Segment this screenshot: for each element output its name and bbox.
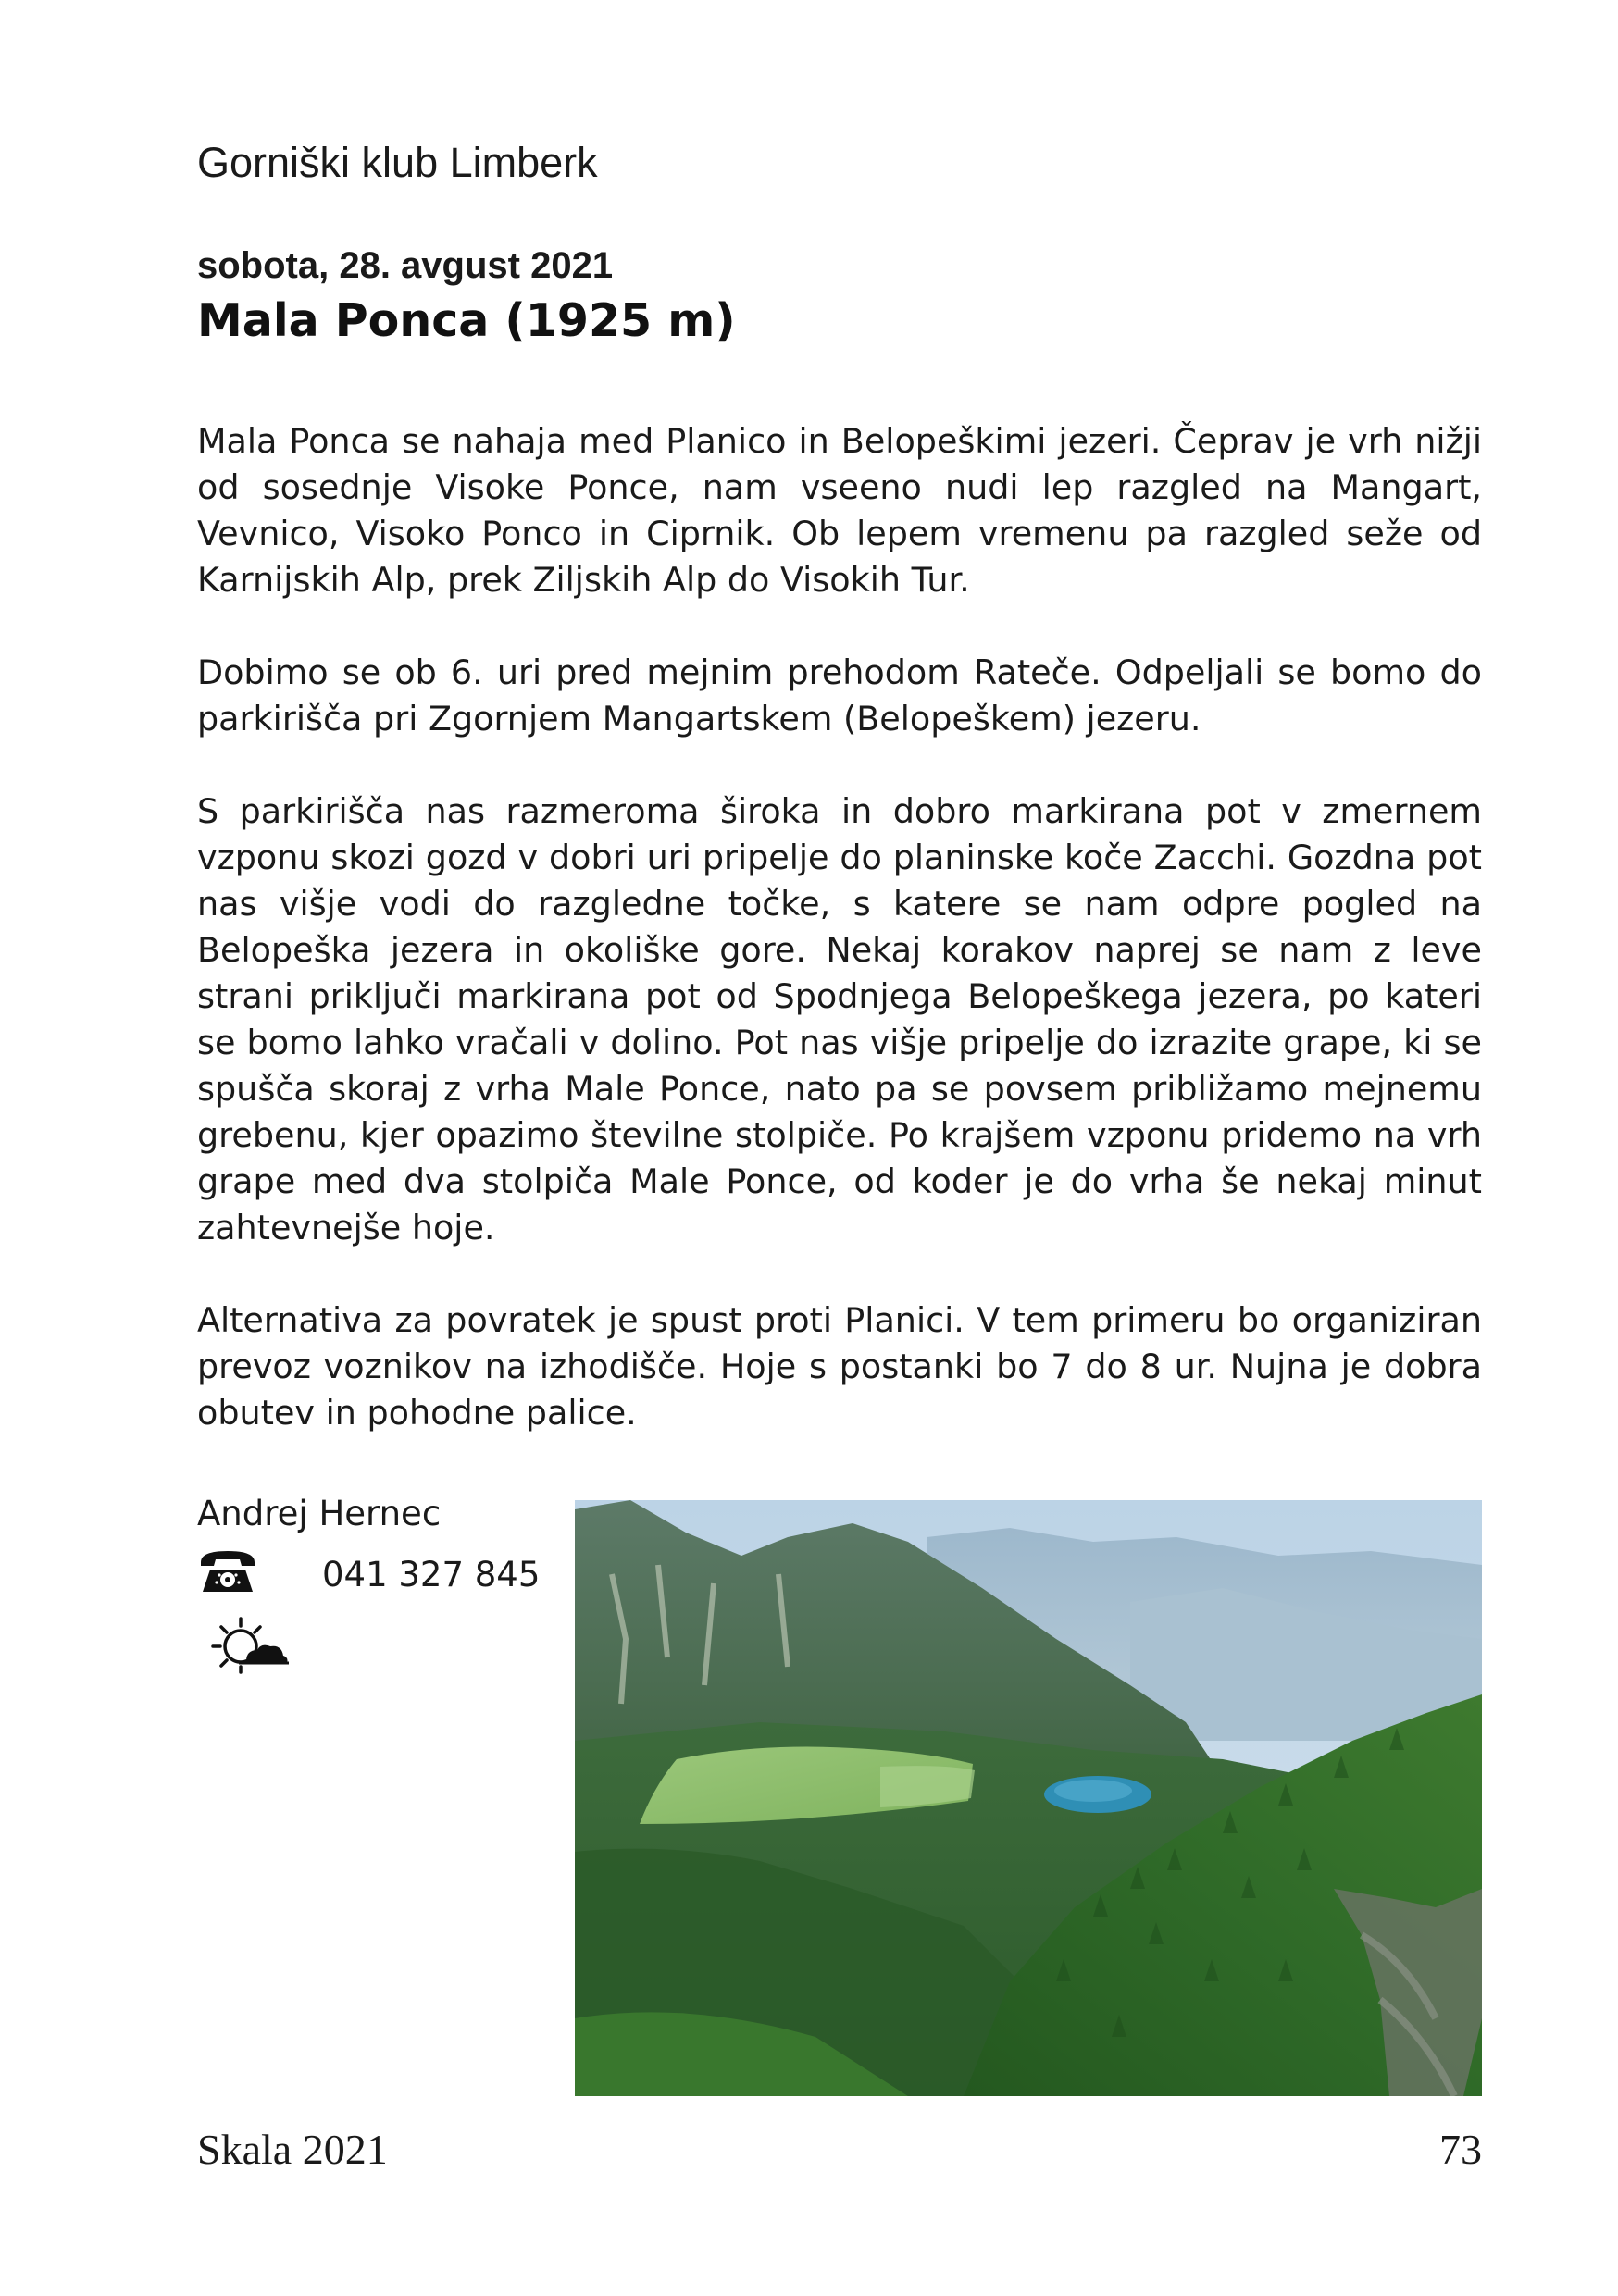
paragraph-intro: Mala Ponca se nahaja med Planico in Belopeškimi jezeri. Čeprav je vrh nižji od sosednje Visoke Ponce, nam vseeno nudi lep razgled na Mangart, Vevnico, Visoko Ponco in Ciprnik. Ob lepem vremenu pa razgled seže od Karnijskih Alp, prek Ziljskih Alp do Visokih Tur. xyxy=(197,421,1482,600)
sun-cloud-icon xyxy=(211,1615,289,1674)
event-date: sobota, 28. avgust 2021 xyxy=(197,245,614,286)
leader-name: Andrej Hernec xyxy=(197,1494,442,1533)
paragraph-meeting: Dobimo se ob 6. uri pred mejnim prehodom Rateče. Odpeljali se bomo do parkirišča pri Zgornjem Mangartskem (Belopeškem) jezeru. xyxy=(197,652,1482,738)
landscape-photo xyxy=(575,1500,1482,2096)
telephone-icon xyxy=(197,1547,258,1595)
paragraph-route: S parkirišča nas razmeroma široka in dobro markirana pot v zmernem vzponu skozi gozd v dobri uri pripelje do planinske koče Zacchi. Gozdna pot nas višje vodi do razgledne točke, s katere se nam odpre pogled na Belopeška jezera in okoliške gore. Nekaj korakov naprej se nam z leve strani priključi markirana pot od Spodnjega Belopeškega jezera, po kateri se bomo lahko vračali v dolino. Pot nas višje pripelje do izrazite grape, ki se spušča skoraj z vrha Male Ponce, nato pa se povsem približamo mejnemu grebenu, kjer opazimo številne stolpiče. Po krajšem vzponu pridemo na vrh grape med dva stolpiča Male Ponce, od koder je do vrha še nekaj minut zahtevnejše hoje. xyxy=(197,791,1482,1247)
phone-number: 041 327 845 xyxy=(322,1555,541,1595)
footer-publication: Skala 2021 xyxy=(197,2126,388,2173)
description xyxy=(197,418,1482,1483)
page-number: 73 xyxy=(1439,2126,1482,2173)
club-name: Gorniški klub Limberk xyxy=(197,139,598,186)
event-title: Mala Ponca (1925 m) xyxy=(197,294,736,347)
paragraph-alternative: Alternativa za povratek je spust proti Planici. V tem primeru bo organiziran prevoz voznikov na izhodišče. Hoje s postanki bo 7 do 8 ur. Nujna je dobra obutev in pohodne palice. xyxy=(197,1300,1482,1433)
